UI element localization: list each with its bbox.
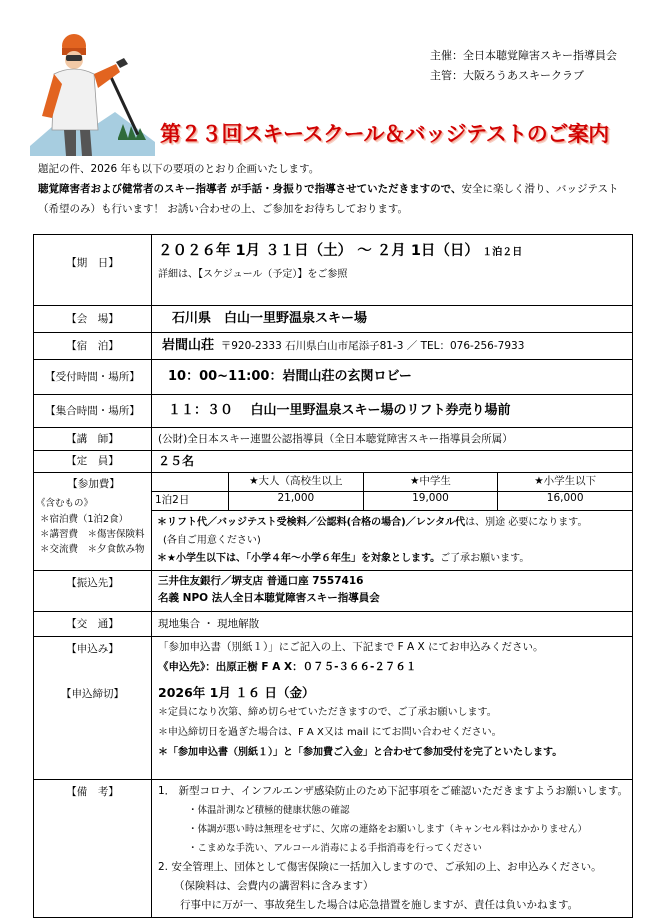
remarks-item2-sub1: （保険料は、会費内の講習料に含みます） <box>174 880 374 892</box>
period-label: 【期 日】 <box>34 235 152 306</box>
intro-line2: 聴覚障害者および健常者のスキー指導者 が手話・身振りで指導させていただきますので、安全に楽しく滑り、バッジテスト <box>38 183 619 195</box>
application-label: 【申込み】 <box>66 643 119 655</box>
row-instructor <box>34 428 633 451</box>
fee-header: ★小学生以下 <box>498 473 633 492</box>
fee-value: 21,000 <box>229 492 364 511</box>
row-capacity <box>34 451 633 473</box>
organizers-block <box>430 46 617 86</box>
skier-glove <box>116 58 128 68</box>
intro-block <box>38 159 619 219</box>
fee-header: ★大人（高校生以上 <box>229 473 364 492</box>
transfer-label: 【振込先】 <box>34 571 152 612</box>
venue-value: 石川県 白山一里野温泉スキー場 <box>172 311 368 326</box>
row-transfer <box>34 571 633 612</box>
fee-note1: ＊リフト代／バッジテスト受検料／公認料(合格の場合)／レンタル代は、別途 必要になります。 <box>157 517 588 528</box>
transport-value: 現地集合 ・ 現地解散 <box>152 612 633 637</box>
deadline-date: 2026年 1月 １６ 日（金） <box>158 685 315 700</box>
remarks-sub: ・体調が悪い時は無理をせずに、欠席の連絡をお願いします（キャンセル料はかかりません） <box>188 824 588 835</box>
deadline-note: ＊申込締切日を過ぎた場合は、F A X又は mail にてお問い合わせください。 <box>158 727 502 738</box>
fee-label: 【参加費】 <box>67 478 120 490</box>
fee-notes <box>152 514 632 568</box>
deadline-note3: ＊「参加申込書（別紙１）」と「参加費ご入金」と合わせて参加受付を完了といたします。 <box>158 747 563 758</box>
reception-value: 10：00~11:00：岩間山荘の玄関ロビー <box>168 369 412 384</box>
fee-included-item: ＊交流費 ＊夕食飲み物 <box>40 544 145 555</box>
fee-note2: ＊★小学生以下は、「小学４年～小学６年生」を対象とします。ご了承お願います。 <box>157 553 530 564</box>
remarks-sub: ・体温計測など積極的健康状態の確認 <box>188 805 350 816</box>
page-title: 第２３回スキースクール＆バッジテストのご案内 <box>160 122 609 146</box>
remarks-item1: 1． 新型コロナ、インフルエンザ感染防止のため下記事項をご確認いただきますようお願いします。 <box>158 785 629 797</box>
fee-value-row <box>152 492 633 511</box>
cohost-org: 主管：大阪ろうあスキークラブ <box>430 69 584 82</box>
assembly-label: 【集合時間・場所】 <box>34 395 152 428</box>
reception-label: 【受付時間・場所】 <box>34 360 152 395</box>
skier-sleeve-right <box>94 64 120 88</box>
fee-row-label: 1泊2日 <box>152 492 229 511</box>
row-period <box>34 235 633 306</box>
intro-line1: 題記の件、2026 年も以下の要項のとおり企画いたします。 <box>38 163 320 175</box>
fee-included-item: ＊講習費 ＊傷害保険料 <box>40 529 145 540</box>
period-main: ２０２６年 1月 ３１日（土） ～ ２月 1日（日） <box>158 243 479 259</box>
row-fee <box>34 473 633 571</box>
row-assembly <box>34 395 633 428</box>
application-line1: 「参加申込書（別紙１）」にご記入の上、下記まで F A X にてお申込みください。 <box>158 641 544 653</box>
assembly-value: １１：３０ 白山一里野温泉スキー場のリフト券売り場前 <box>168 403 511 418</box>
fee-label-cell <box>34 473 152 571</box>
fee-value-cell <box>152 473 633 571</box>
fee-included-item: ＊宿泊費（1泊2食） <box>40 514 129 525</box>
lodging-label: 【宿 泊】 <box>34 333 152 360</box>
skier-goggles <box>66 55 82 61</box>
transfer-line2: 名義 NPO 法人全日本聴覚障害スキー指導員会 <box>158 592 380 604</box>
info-table <box>33 234 633 918</box>
application-line2: 《申込先》：出原正樹 F A X：０７５-３６６-２７６１ <box>158 661 417 673</box>
remarks-item2-sub2: 行事中に万が一、事故発生した場合は応急措置を施しますが、責任は負いかねます。 <box>180 899 579 911</box>
row-venue <box>34 306 633 333</box>
remarks-label: 【備 考】 <box>34 780 152 918</box>
fee-header: ★中学生 <box>363 473 498 492</box>
intro-line3: （希望のみ）も行います！ お誘い合わせの上、ご参加をお待ちしております。 <box>38 203 408 215</box>
instructor-label: 【講 師】 <box>34 428 152 451</box>
capacity-value: ２５名 <box>158 454 195 468</box>
remarks-sub: ・こまめな手洗い、アルコール消毒による手指消毒を行ってください <box>188 843 482 854</box>
deadline-label: 【申込締切】 <box>61 688 124 700</box>
fee-note1-line2: (各自ご用意ください) <box>163 535 261 546</box>
transfer-line1: 三井住友銀行／堺支店 普通口座 7557416 <box>158 575 364 587</box>
row-application <box>34 637 633 780</box>
application-label-cell <box>34 637 152 780</box>
skier-illustration <box>30 34 155 162</box>
fee-value: 16,000 <box>498 492 633 511</box>
period-note: 詳細は、【スケジュール（予定）】をご参照 <box>158 269 348 280</box>
remarks-item2: 2. 安全管理上、団体として傷害保険に一括加入しますので、ご承知の上、お申込みください。 <box>158 861 602 873</box>
lodging-name: 岩間山荘 <box>162 338 215 353</box>
fee-header <box>152 473 229 492</box>
skier-jacket <box>52 69 98 130</box>
row-transport <box>34 612 633 637</box>
fee-included-title: 《含むもの》 <box>36 498 94 509</box>
deadline-note: ＊定員になり次第、締め切らせていただきますので、ご了承お願いします。 <box>158 707 497 718</box>
row-lodging <box>34 333 633 360</box>
row-reception <box>34 360 633 395</box>
fee-header-row <box>152 473 633 492</box>
fee-table <box>151 472 633 511</box>
lodging-address: 〒920-2333 石川県白山市尾添子81-3 ／ TEL：076-256-7933 <box>220 340 525 352</box>
capacity-label: 【定 員】 <box>34 451 152 473</box>
host-org: 主催：全日本聴覚障害スキー指導員会 <box>430 49 617 62</box>
transport-label: 【交 通】 <box>34 612 152 637</box>
row-remarks <box>34 780 633 918</box>
period-nights: １泊２日 <box>482 247 523 258</box>
instructor-value: (公財)全日本スキー連盟公認指導員（全日本聴覚障害スキー指導員会所属） <box>152 428 633 451</box>
venue-label: 【会 場】 <box>34 306 152 333</box>
period-value <box>152 235 633 306</box>
fee-value: 19,000 <box>363 492 498 511</box>
